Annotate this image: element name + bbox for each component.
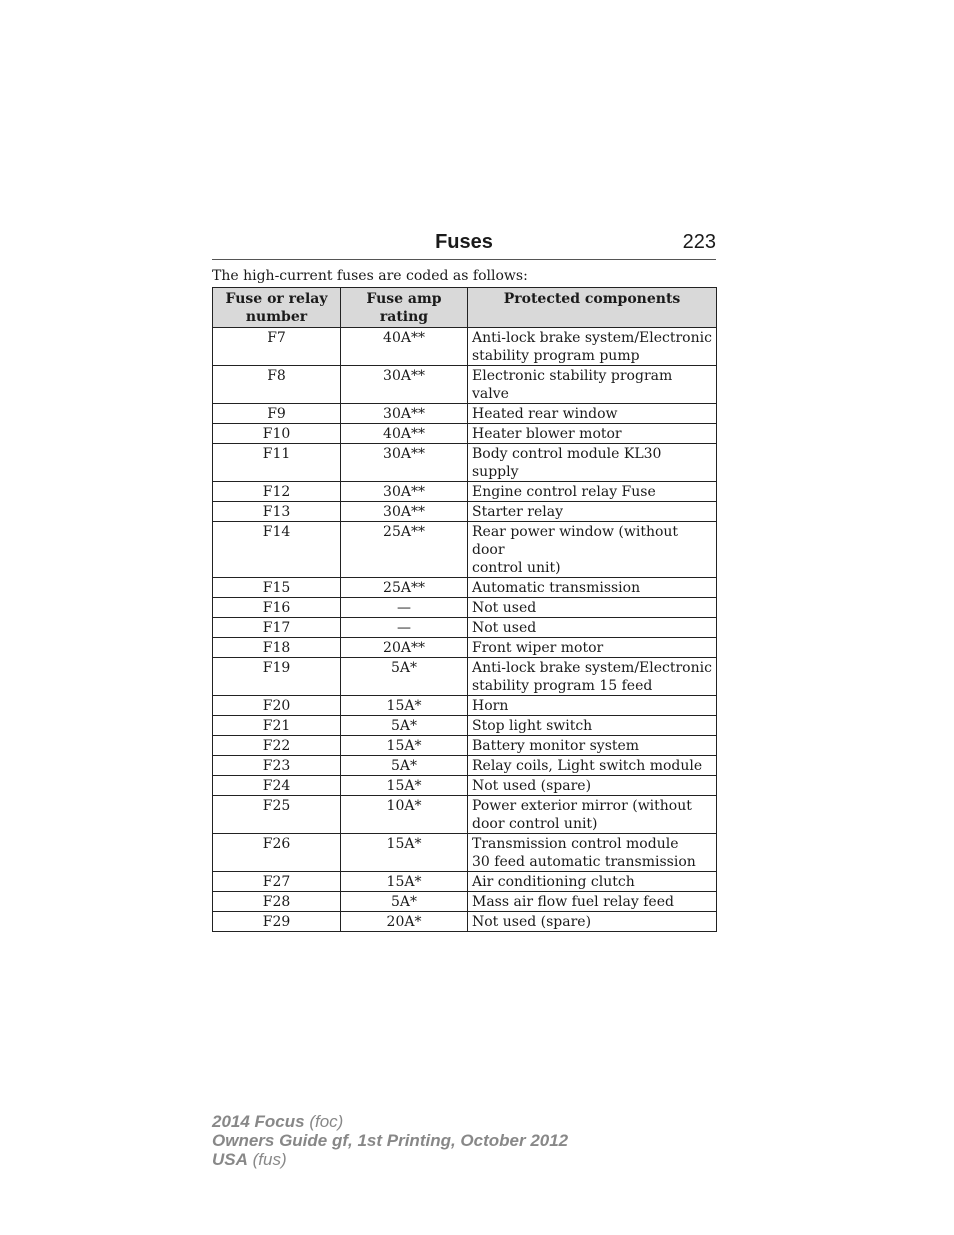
protected-components-cell: [468, 618, 717, 638]
table-row: [213, 638, 717, 658]
fuse-rating-cell: 5A*: [341, 716, 468, 736]
fuse-number-cell: F14: [213, 522, 341, 578]
footer-market-code: (fus): [247, 1150, 287, 1169]
table-row: [213, 502, 717, 522]
protected-components-cell: [468, 796, 717, 834]
column-header-line: rating: [379, 309, 429, 325]
column-header-line: Fuse or relay: [225, 291, 328, 307]
fuse-rating-cell: 30A**: [341, 502, 468, 522]
table-row: [213, 444, 717, 482]
table-row: [213, 482, 717, 502]
protected-components-cell: [468, 578, 717, 598]
fuse-rating-cell: 40A**: [341, 424, 468, 444]
fuse-number-cell: F15: [213, 578, 341, 598]
footer-model-code: (foc): [304, 1112, 344, 1131]
fuse-rating-cell: 15A*: [341, 776, 468, 796]
fuse-rating-cell: 5A*: [341, 658, 468, 696]
component-line: Rear power window (without door: [472, 524, 679, 558]
component-line: Mass air flow fuel relay feed: [472, 894, 674, 910]
fuse-number-cell: F16: [213, 598, 341, 618]
fuse-rating-cell: —: [341, 618, 468, 638]
component-line: Front wiper motor: [472, 640, 604, 656]
protected-components-cell: [468, 658, 717, 696]
protected-components-cell: [468, 482, 717, 502]
protected-components-cell: [468, 912, 717, 932]
protected-components-cell: [468, 328, 717, 366]
fuse-number-cell: F19: [213, 658, 341, 696]
protected-components-cell: [468, 502, 717, 522]
column-header-line: Protected components: [503, 291, 681, 307]
column-header-line: Fuse amp: [366, 291, 442, 307]
protected-components-cell: [468, 776, 717, 796]
table-row: [213, 716, 717, 736]
fuse-rating-cell: 20A*: [341, 912, 468, 932]
fuse-rating-cell: 5A*: [341, 892, 468, 912]
protected-components-cell: [468, 892, 717, 912]
fuse-rating-cell: 40A**: [341, 328, 468, 366]
component-line: Not used (spare): [472, 914, 592, 930]
component-line: Horn: [472, 698, 509, 714]
fuse-number-cell: F28: [213, 892, 341, 912]
table-row: [213, 404, 717, 424]
protected-components-cell: [468, 598, 717, 618]
component-line: Anti-lock brake system/Electronic: [472, 660, 712, 676]
table-row: [213, 696, 717, 716]
table-row: [213, 776, 717, 796]
column-header-line: number: [245, 309, 308, 325]
component-line: Air conditioning clutch: [472, 874, 635, 890]
component-line: Not used (spare): [472, 778, 592, 794]
fuse-rating-cell: 25A**: [341, 578, 468, 598]
protected-components-cell: [468, 424, 717, 444]
component-line: Body control module KL30 supply: [472, 446, 662, 480]
table-row: [213, 366, 717, 404]
table-row: [213, 756, 717, 776]
component-line: Not used: [472, 620, 537, 636]
fuse-number-cell: F13: [213, 502, 341, 522]
column-header-fuse-number: [213, 288, 341, 328]
fuse-rating-cell: 5A*: [341, 756, 468, 776]
component-line: Heated rear window: [472, 406, 618, 422]
fuse-rating-cell: 30A**: [341, 404, 468, 424]
page-header: [212, 229, 716, 260]
fuse-table-body: [213, 328, 717, 932]
fuse-rating-cell: 15A*: [341, 696, 468, 716]
fuse-number-cell: F22: [213, 736, 341, 756]
column-header-protected-components: [468, 288, 717, 328]
footer-model: 2014 Focus: [212, 1112, 305, 1131]
component-line: control unit): [472, 560, 561, 576]
protected-components-cell: [468, 716, 717, 736]
fuse-number-cell: F25: [213, 796, 341, 834]
section-title: Fuses: [435, 231, 493, 253]
fuse-number-cell: F9: [213, 404, 341, 424]
fuse-number-cell: F12: [213, 482, 341, 502]
table-row: [213, 892, 717, 912]
table-row: [213, 872, 717, 892]
fuse-rating-cell: 30A**: [341, 366, 468, 404]
page-footer: [212, 1112, 568, 1169]
table-row: [213, 796, 717, 834]
component-line: Stop light switch: [472, 718, 593, 734]
component-line: Heater blower motor: [472, 426, 622, 442]
component-line: Automatic transmission: [472, 580, 641, 596]
footer-market-line: [212, 1150, 568, 1169]
protected-components-cell: [468, 522, 717, 578]
component-line: Starter relay: [472, 504, 564, 520]
protected-components-cell: [468, 756, 717, 776]
protected-components-cell: [468, 404, 717, 424]
fuse-rating-cell: 10A*: [341, 796, 468, 834]
component-line: Battery monitor system: [472, 738, 640, 754]
fuse-number-cell: F29: [213, 912, 341, 932]
fuse-number-cell: F20: [213, 696, 341, 716]
component-line: Electronic stability program valve: [472, 368, 673, 402]
protected-components-cell: [468, 872, 717, 892]
fuse-rating-cell: 15A*: [341, 872, 468, 892]
protected-components-cell: [468, 736, 717, 756]
component-line: door control unit): [472, 816, 598, 832]
fuse-number-cell: F26: [213, 834, 341, 872]
table-row: [213, 618, 717, 638]
fuse-table: [212, 287, 717, 932]
table-row: [213, 736, 717, 756]
component-line: Anti-lock brake system/Electronic: [472, 330, 712, 346]
table-row: [213, 424, 717, 444]
footer-edition: Owners Guide gf, 1st Printing, October 2012: [212, 1131, 569, 1150]
table-row: [213, 522, 717, 578]
fuse-number-cell: F27: [213, 872, 341, 892]
component-line: Not used: [472, 600, 537, 616]
page-number: 223: [682, 231, 716, 253]
component-line: 30 feed automatic transmission: [472, 854, 696, 870]
protected-components-cell: [468, 638, 717, 658]
fuse-rating-cell: 30A**: [341, 482, 468, 502]
protected-components-cell: [468, 696, 717, 716]
component-line: Transmission control module: [472, 836, 679, 852]
footer-edition-line: [212, 1131, 568, 1150]
fuse-number-cell: F23: [213, 756, 341, 776]
protected-components-cell: [468, 444, 717, 482]
fuse-rating-cell: 30A**: [341, 444, 468, 482]
table-header-row: [213, 288, 717, 328]
fuse-rating-cell: —: [341, 598, 468, 618]
component-line: Engine control relay Fuse: [472, 484, 656, 500]
table-row: [213, 658, 717, 696]
fuse-rating-cell: 15A*: [341, 834, 468, 872]
table-row: [213, 912, 717, 932]
fuse-number-cell: F18: [213, 638, 341, 658]
fuse-number-cell: F7: [213, 328, 341, 366]
fuse-number-cell: F10: [213, 424, 341, 444]
fuse-number-cell: F21: [213, 716, 341, 736]
table-row: [213, 834, 717, 872]
fuse-rating-cell: 15A*: [341, 736, 468, 756]
fuse-number-cell: F11: [213, 444, 341, 482]
component-line: stability program 15 feed: [472, 678, 653, 694]
protected-components-cell: [468, 834, 717, 872]
intro-text: The high-current fuses are coded as follows:: [212, 268, 528, 284]
column-header-amp-rating: [341, 288, 468, 328]
fuse-rating-cell: 20A**: [341, 638, 468, 658]
protected-components-cell: [468, 366, 717, 404]
table-row: [213, 578, 717, 598]
fuse-number-cell: F8: [213, 366, 341, 404]
footer-market: USA: [212, 1150, 248, 1169]
table-row: [213, 328, 717, 366]
fuse-number-cell: F24: [213, 776, 341, 796]
fuse-number-cell: F17: [213, 618, 341, 638]
component-line: Relay coils, Light switch module: [472, 758, 703, 774]
component-line: Power exterior mirror (without: [472, 798, 692, 814]
fuse-rating-cell: 25A**: [341, 522, 468, 578]
component-line: stability program pump: [472, 348, 640, 364]
table-row: [213, 598, 717, 618]
footer-model-line: [212, 1112, 568, 1131]
